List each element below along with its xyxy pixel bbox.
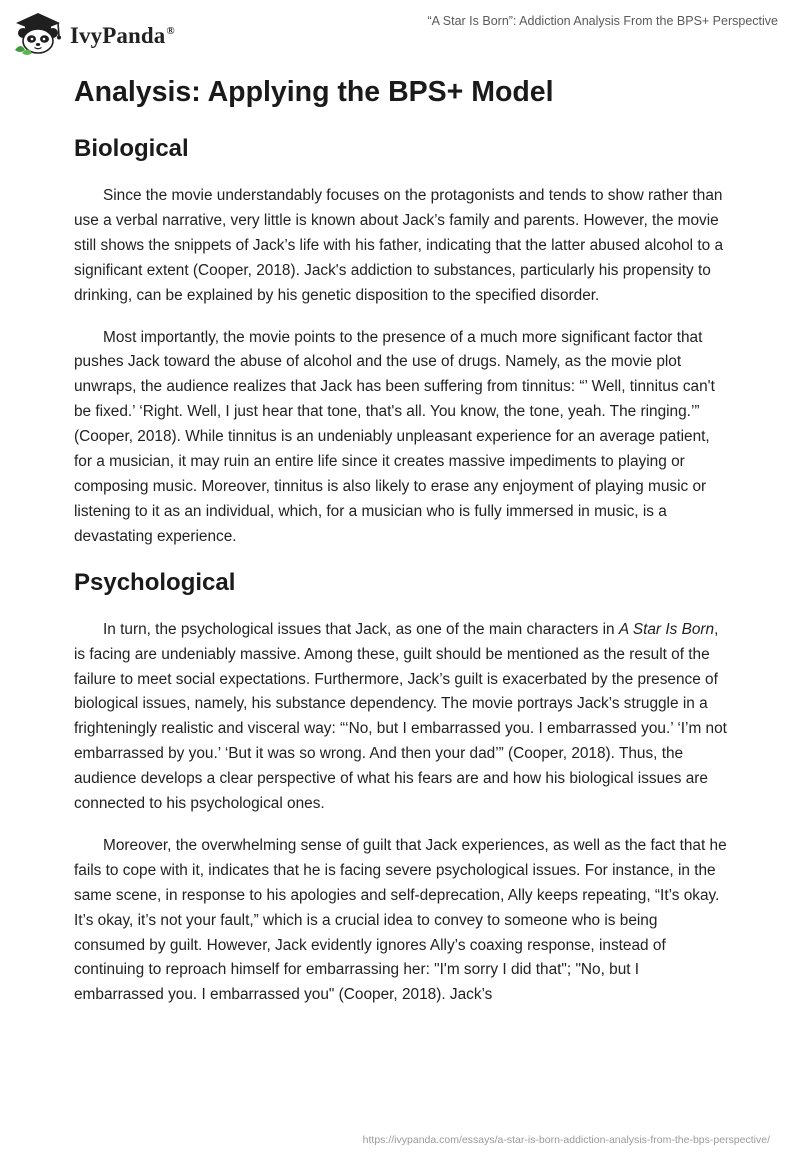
panda-graduate-icon bbox=[12, 10, 64, 56]
page-header bbox=[0, 0, 800, 70]
section-heading-psychological: Psychological bbox=[74, 568, 236, 596]
source-url[interactable]: https://ivypanda.com/essays/a-star-is-born-addiction-analysis-from-the-bps-perspective/ bbox=[362, 1134, 770, 1146]
movie-title: A Star Is Born bbox=[618, 620, 715, 638]
paragraph: Most importantly, the movie points to the presence of a much more significant factor that pushes Jack toward the abuse of alcohol and the use of drugs. Namely, as the movie plot unwraps, the audience realizes that Jack has been suffering from tinnitus: “’ Well, tinnitus can't be fixed.’ ‘Right. Well, I just hear that tone, that's all. You know, the tone, yeah. The ringing.’” (Cooper, 2018). While tinnitus is an undeniably unpleasant experience for an average patient, for a musician, it may ruin an entire life since it creates massive impediments to playing or composing music. Moreover, tinnitus is also likely to erase any enjoyment of playing music or listening to it as an individual, which, for a musician who is fully immersed in music, is a devastating experience. bbox=[74, 328, 715, 545]
document-title: “A Star Is Born”: Addiction Analysis From the BPS+ Perspective bbox=[427, 14, 778, 28]
paragraph: Moreover, the overwhelming sense of guilt that Jack experiences, as well as the fact that he fails to cope with it, indicates that he is facing severe psychological issues. For instance, in the same scene, in response to his apologies and self-deprecation, Ally keeps repeating, “It’s okay. It’s okay, it’s not your fault,” which is a crucial idea to convey to someone who is being consumed by guilt. However, Jack evidently ignores Ally’s coaxing response, instead of continuing to reproach himself for embarrassing her: "I'm sorry I did that"; "No, but I embarrassed you. I embarrassed you" (Cooper, 2018). Jack’s bbox=[74, 836, 727, 1004]
brand-name: IvyPanda® bbox=[70, 23, 175, 48]
paragraph: Since the movie understandably focuses on the protagonists and tends to show rather than use a verbal narrative, very little is known about Jack’s family and parents. However, the movie still shows the snippets of Jack’s life with his father, indicating that the latter abused alcohol to a significant extent (Cooper, 2018). Jack's addiction to substances, particularly his propensity to drinking, can be explained by his genetic disposition to the specified disorder. bbox=[74, 187, 724, 304]
section-heading-biological: Biological bbox=[74, 135, 189, 162]
paragraph: In turn, the psychological issues that Jack, as one of the main characters in A Star Is Born, is facing are undeniably massive. Among these, guilt should be mentioned as the result of the failure to meet social expectations. Furthermore, Jack’s guilt is exacerbated by the presence of biological issues, namely, his substance dependency. The movie portrays Jack’s struggle in a frighteningly realistic and visceral way: “‘No, but I embarrassed you. I embarrassed you.’ ‘I’m not embarrassed by you.’ ‘But it was so wrong. And then your dad’” (Cooper, 2018). Thus, the audience develops a clear perspective of what his fears are and how his biological issues are connected to his psychological ones. bbox=[74, 620, 727, 813]
article-content bbox=[74, 74, 730, 1008]
ivypanda-logo[interactable] bbox=[12, 10, 175, 56]
page-title: Analysis: Applying the BPS+ Model bbox=[74, 76, 554, 108]
